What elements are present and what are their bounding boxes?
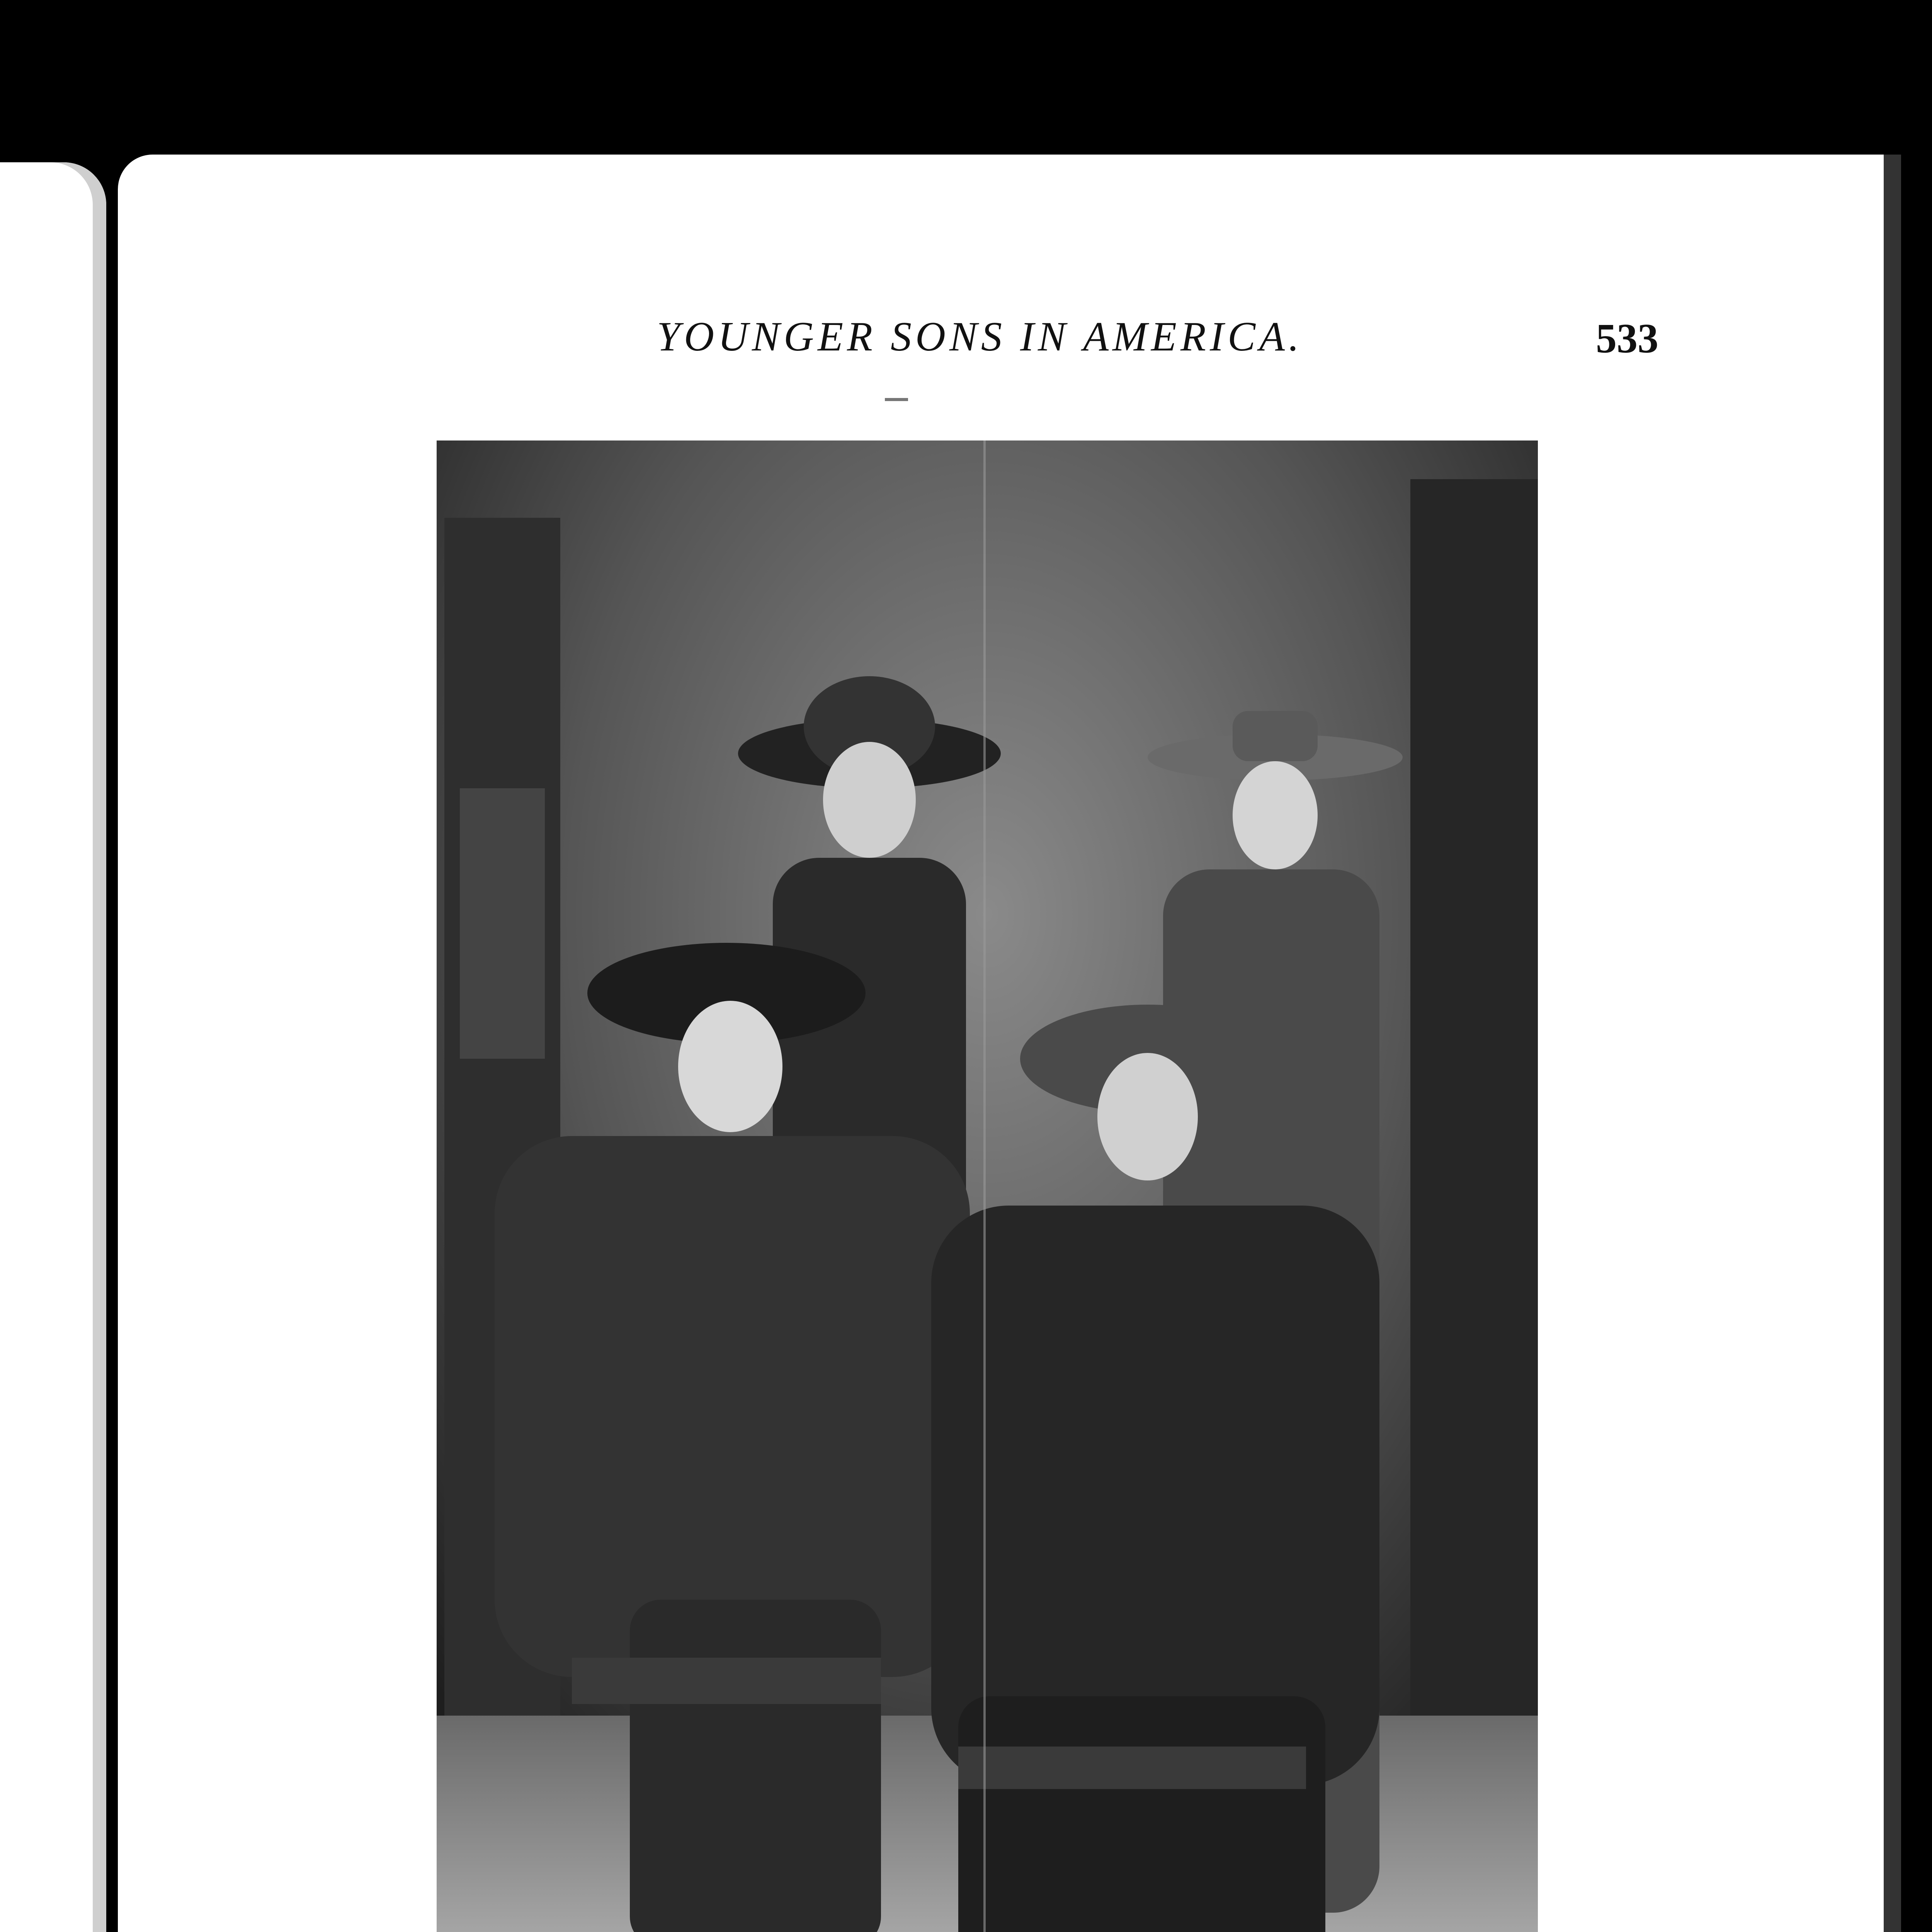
running-head: YOUNGER SONS IN AMERICA. xyxy=(657,314,1303,360)
page-edge-shadow xyxy=(1884,155,1901,1932)
photograph-illustration xyxy=(437,440,1538,1932)
page-number: 533 xyxy=(1596,316,1658,362)
group-photograph xyxy=(437,440,1538,1932)
facing-page-edge xyxy=(0,162,106,1932)
printer-mark xyxy=(885,398,908,401)
